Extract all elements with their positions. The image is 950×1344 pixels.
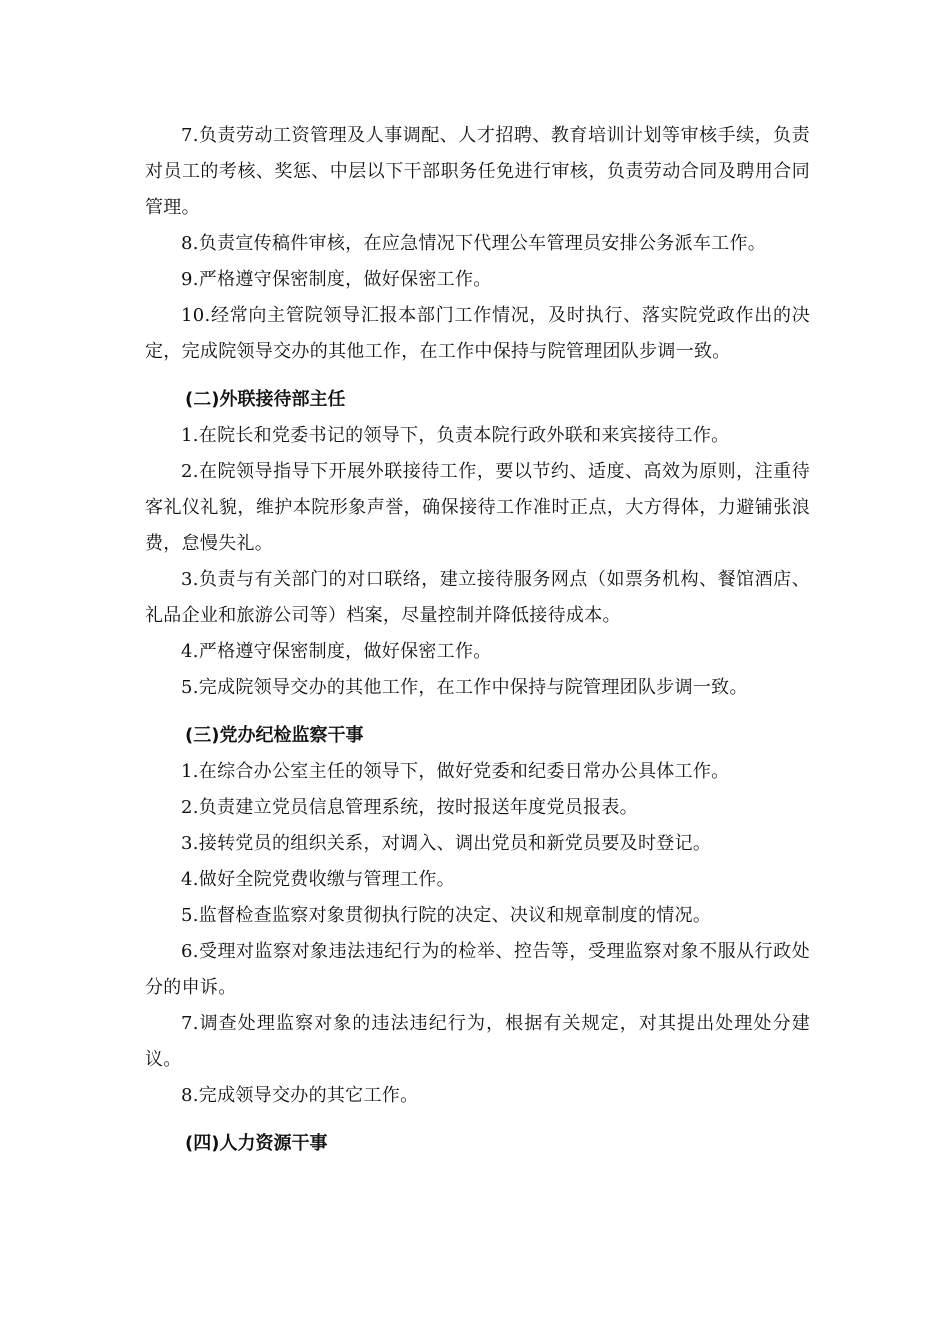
section3-item-1: 1.在综合办公室主任的领导下，做好党委和纪委日常办公具体工作。: [181, 761, 730, 782]
document-body: [145, 118, 810, 1162]
section3-item-2: 2.负责建立党员信息管理系统，按时报送年度党员报表。: [181, 797, 638, 818]
section-heading-3: (三)党办纪检监察干事: [185, 725, 364, 746]
section3-item-5: 5.监督检查监察对象贯彻执行院的决定、决议和规章制度的情况。: [181, 905, 712, 926]
section3-item-7: 7.调查处理监察对象的违法违纪行为，根据有关规定，对其提出处理处分建议。: [145, 1013, 810, 1070]
section-heading-4: (四)人力资源干事: [185, 1133, 328, 1154]
paragraph-item-8: 8.负责宣传稿件审核，在应急情况下代理公车管理员安排公务派车工作。: [181, 233, 767, 254]
section2-item-4: 4.严格遵守保密制度，做好保密工作。: [181, 641, 492, 662]
section3-item-3: 3.接转党员的组织关系，对调入、调出党员和新党员要及时登记。: [181, 833, 712, 854]
paragraph-item-9: 9.严格遵守保密制度，做好保密工作。: [181, 269, 492, 290]
section3-item-6: 6.受理对监察对象违法违纪行为的检举、控告等，受理监察对象不服从行政处分的申诉。: [145, 941, 810, 998]
section2-item-1: 1.在院长和党委书记的领导下，负责本院行政外联和来宾接待工作。: [181, 425, 730, 446]
section2-item-2: 2.在院领导指导下开展外联接待工作，要以节约、适度、高效为原则，注重待客礼仪礼貌，维护本院形象声誉，确保接待工作准时正点，大方得体，力避铺张浪费，怠慢失礼。: [145, 461, 810, 554]
section2-item-5: 5.完成院领导交办的其他工作，在工作中保持与院管理团队步调一致。: [181, 677, 748, 698]
section3-item-4: 4.做好全院党费收缴与管理工作。: [181, 869, 455, 890]
paragraph-item-7: 7.负责劳动工资管理及人事调配、人才招聘、教育培训计划等审核手续，负责对员工的考核、奖惩、中层以下干部职务任免进行审核，负责劳动合同及聘用合同管理。: [145, 125, 810, 218]
section3-item-8: 8.完成领导交办的其它工作。: [181, 1085, 419, 1106]
section2-item-3: 3.负责与有关部门的对口联络，建立接待服务网点（如票务机构、餐馆酒店、礼品企业和旅游公司等）档案，尽量控制并降低接待成本。: [145, 569, 810, 626]
section-heading-2: (二)外联接待部主任: [185, 389, 346, 410]
paragraph-item-10: 10.经常向主管院领导汇报本部门工作情况，及时执行、落实院党政作出的决定，完成院领导交办的其他工作，在工作中保持与院管理团队步调一致。: [145, 305, 810, 362]
